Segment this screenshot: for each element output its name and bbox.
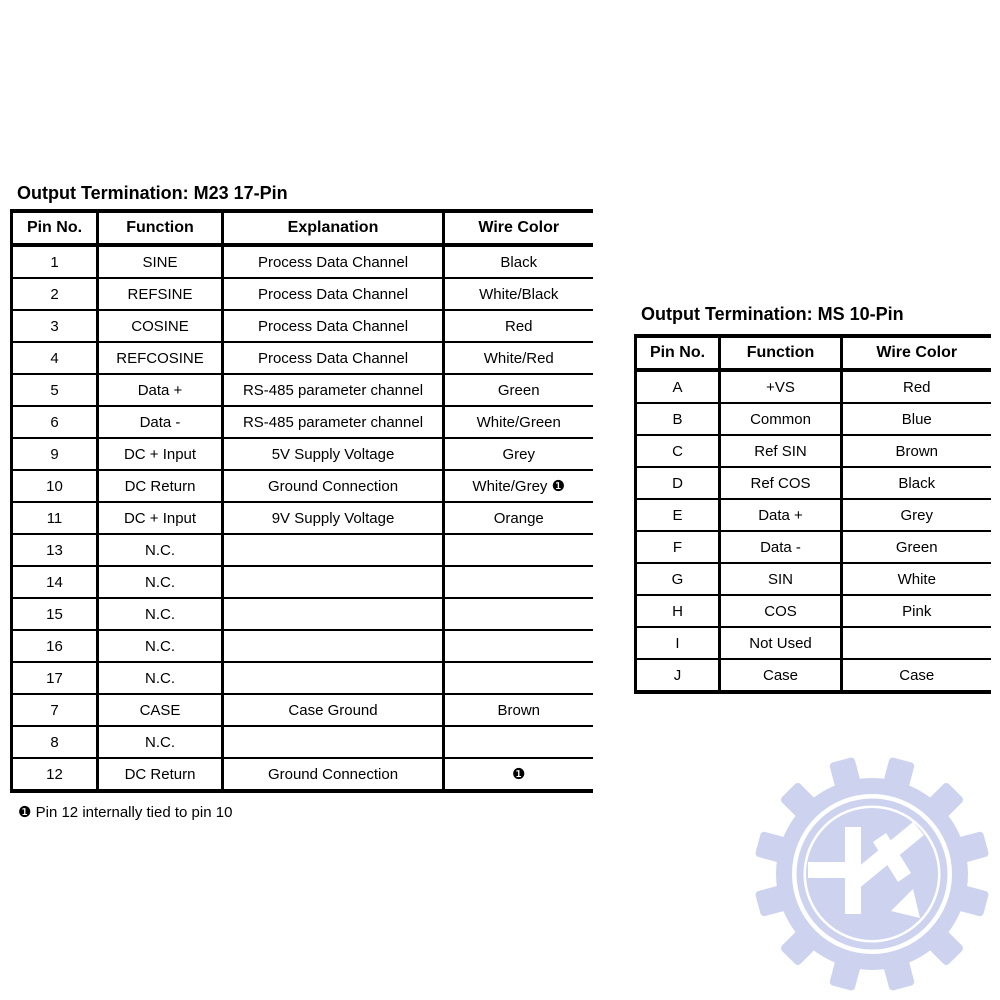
table-cell: Case <box>720 659 842 692</box>
table-row <box>636 627 991 659</box>
table-cell: Red <box>842 370 991 403</box>
table-cell <box>223 534 444 566</box>
table-row <box>12 758 593 791</box>
table-row <box>12 278 593 310</box>
table-cell: Ground Connection <box>223 758 444 791</box>
table-cell <box>444 662 593 694</box>
table-cell: COS <box>720 595 842 627</box>
table-cell: 13 <box>12 534 98 566</box>
table-row <box>12 694 593 726</box>
table-cell <box>444 726 593 758</box>
table-cell: Black <box>444 245 593 278</box>
table-cell: N.C. <box>98 662 223 694</box>
table-row <box>12 630 593 662</box>
table-cell: Brown <box>444 694 593 726</box>
table-cell: CASE <box>98 694 223 726</box>
table-cell: Case <box>842 659 991 692</box>
table-cell: 8 <box>12 726 98 758</box>
table-cell: Ground Connection <box>223 470 444 502</box>
table-header-row <box>636 336 991 370</box>
table-row <box>636 370 991 403</box>
table-cell: H <box>636 595 720 627</box>
table-cell: Not Used <box>720 627 842 659</box>
table-cell: White/Grey ❶ <box>444 470 593 502</box>
table-row <box>12 534 593 566</box>
table-cell: N.C. <box>98 726 223 758</box>
table-row <box>12 726 593 758</box>
table-cell: Brown <box>842 435 991 467</box>
table-cell: White/Black <box>444 278 593 310</box>
table-cell: DC Return <box>98 758 223 791</box>
m23-17pin-table <box>10 209 593 793</box>
table-cell: Process Data Channel <box>223 310 444 342</box>
table-row <box>636 467 991 499</box>
table-cell <box>223 630 444 662</box>
table-cell: Green <box>444 374 593 406</box>
table-cell: Ref SIN <box>720 435 842 467</box>
table-row <box>636 403 991 435</box>
table-cell: N.C. <box>98 630 223 662</box>
table-cell: N.C. <box>98 566 223 598</box>
table-cell: RS-485 parameter channel <box>223 374 444 406</box>
table-cell: Red <box>444 310 593 342</box>
table-cell: 11 <box>12 502 98 534</box>
footnote: ❶ Pin 12 internally tied to pin 10 <box>18 804 233 821</box>
table-row <box>12 566 593 598</box>
table-cell <box>842 627 991 659</box>
table-cell <box>444 630 593 662</box>
column-header: Function <box>98 211 223 245</box>
table-row <box>636 659 991 692</box>
table-cell: 16 <box>12 630 98 662</box>
table-cell: Grey <box>444 438 593 470</box>
table-cell: White/Red <box>444 342 593 374</box>
table-cell: Process Data Channel <box>223 278 444 310</box>
table-cell: SINE <box>98 245 223 278</box>
table-header-row <box>12 211 593 245</box>
table-cell: DC + Input <box>98 438 223 470</box>
table-cell: REFSINE <box>98 278 223 310</box>
table-cell: +VS <box>720 370 842 403</box>
table-cell: 14 <box>12 566 98 598</box>
table-cell <box>444 566 593 598</box>
table-cell: Black <box>842 467 991 499</box>
column-header: Pin No. <box>636 336 720 370</box>
table-cell: 3 <box>12 310 98 342</box>
table-cell: ❶ <box>444 758 593 791</box>
table-cell <box>223 662 444 694</box>
table-cell: A <box>636 370 720 403</box>
table-cell: 10 <box>12 470 98 502</box>
table-cell: I <box>636 627 720 659</box>
table-cell: 15 <box>12 598 98 630</box>
table-cell: COSINE <box>98 310 223 342</box>
table-row <box>12 662 593 694</box>
table-cell: Green <box>842 531 991 563</box>
table-cell: REFCOSINE <box>98 342 223 374</box>
column-header: Pin No. <box>12 211 98 245</box>
table-cell <box>444 598 593 630</box>
table-cell: C <box>636 435 720 467</box>
table-cell: E <box>636 499 720 531</box>
table-cell: N.C. <box>98 534 223 566</box>
right-table-title: Output Termination: MS 10-Pin <box>641 304 904 324</box>
table-cell: Pink <box>842 595 991 627</box>
column-header: Function <box>720 336 842 370</box>
table-cell: 9 <box>12 438 98 470</box>
table-row <box>12 374 593 406</box>
table-cell: SIN <box>720 563 842 595</box>
table-cell: G <box>636 563 720 595</box>
table-cell: 2 <box>12 278 98 310</box>
column-header: Explanation <box>223 211 444 245</box>
table-cell: White <box>842 563 991 595</box>
table-cell: Process Data Channel <box>223 342 444 374</box>
table-row <box>636 499 991 531</box>
table-row <box>12 470 593 502</box>
table-cell: White/Green <box>444 406 593 438</box>
table-cell: Case Ground <box>223 694 444 726</box>
table-cell: Data + <box>720 499 842 531</box>
table-cell: 4 <box>12 342 98 374</box>
table-cell: B <box>636 403 720 435</box>
table-row <box>12 438 593 470</box>
table-cell: 12 <box>12 758 98 791</box>
table-cell: 17 <box>12 662 98 694</box>
table-row <box>12 342 593 374</box>
table-cell <box>444 534 593 566</box>
column-header: Wire Color <box>842 336 991 370</box>
table-row <box>12 598 593 630</box>
ms-10pin-table <box>634 334 991 694</box>
table-row <box>636 563 991 595</box>
table-cell: 1 <box>12 245 98 278</box>
table-row <box>12 406 593 438</box>
table-cell: RS-485 parameter channel <box>223 406 444 438</box>
table-cell: J <box>636 659 720 692</box>
left-table-title: Output Termination: M23 17-Pin <box>17 183 288 203</box>
table-cell: Orange <box>444 502 593 534</box>
table-cell: 5V Supply Voltage <box>223 438 444 470</box>
table-cell: DC + Input <box>98 502 223 534</box>
gear-k-arrow-watermark-icon <box>752 754 992 994</box>
table-cell: Data + <box>98 374 223 406</box>
table-cell: Blue <box>842 403 991 435</box>
table-cell <box>223 726 444 758</box>
table-cell: F <box>636 531 720 563</box>
table-cell: 6 <box>12 406 98 438</box>
table-cell: Data - <box>98 406 223 438</box>
table-row <box>12 502 593 534</box>
table-row <box>636 595 991 627</box>
table-row <box>636 435 991 467</box>
table-cell: Common <box>720 403 842 435</box>
table-cell <box>223 566 444 598</box>
table-cell: Data - <box>720 531 842 563</box>
column-header: Wire Color <box>444 211 593 245</box>
table-cell: 7 <box>12 694 98 726</box>
table-row <box>636 531 991 563</box>
table-cell <box>223 598 444 630</box>
table-cell: Ref COS <box>720 467 842 499</box>
table-cell: Grey <box>842 499 991 531</box>
table-cell: 9V Supply Voltage <box>223 502 444 534</box>
table-cell: Process Data Channel <box>223 245 444 278</box>
table-cell: DC Return <box>98 470 223 502</box>
table-cell: N.C. <box>98 598 223 630</box>
table-cell: D <box>636 467 720 499</box>
table-row <box>12 310 593 342</box>
table-cell: 5 <box>12 374 98 406</box>
table-row <box>12 245 593 278</box>
